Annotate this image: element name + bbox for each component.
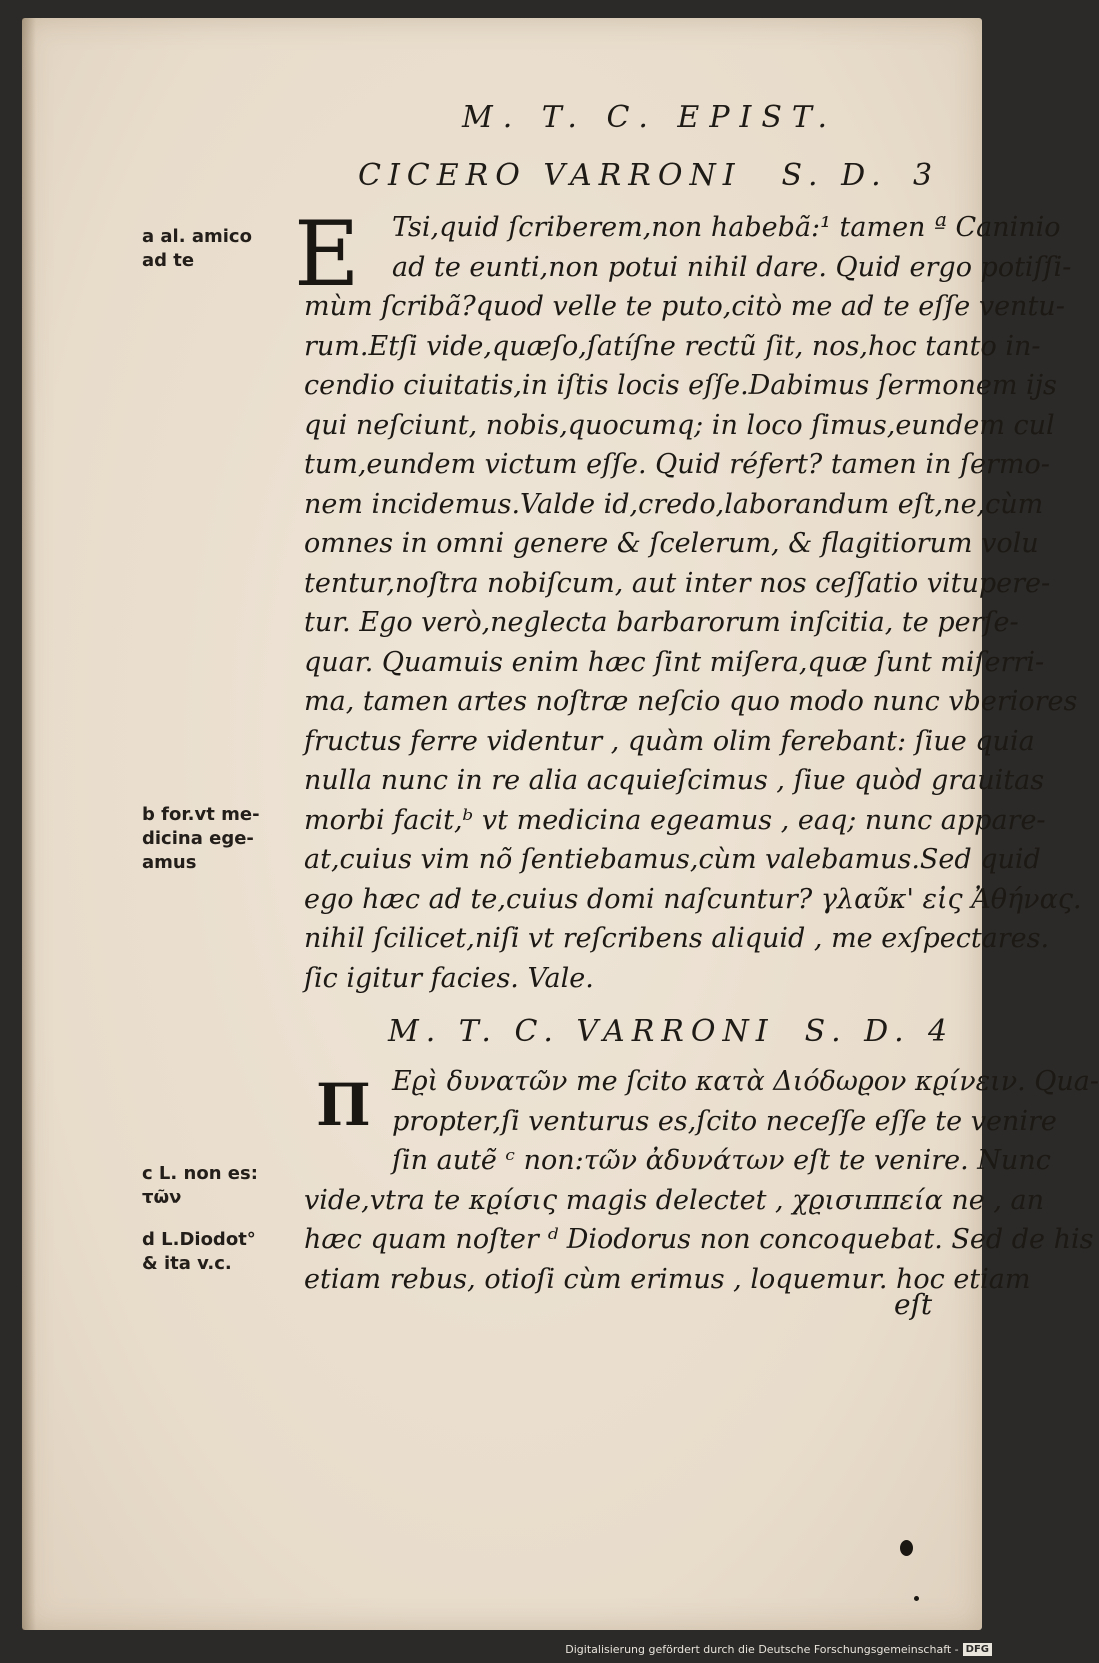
letter-heading-1-names: CICERO VARRONI — [358, 158, 742, 193]
digitization-footer — [565, 1643, 992, 1656]
text-line: nulla nunc in re alia acquieſcimus , ſiue quòd grauitas — [304, 765, 1045, 796]
margin-note-b — [142, 803, 302, 875]
margin-note-line: & ita v.c. — [142, 1253, 232, 1274]
margin-note-c — [142, 1162, 302, 1210]
letter-heading-2 — [388, 1014, 948, 1049]
catchword: eſt — [894, 1288, 933, 1321]
text-line: nem incidemus.Valde id,credo,laborandum eſt,ne,cùm — [304, 488, 1044, 520]
text-line: quar. Quamuis enim hæc ſint miſera,quæ ſunt miſerri- — [304, 646, 1045, 678]
text-line: tur. Ego verò,neglecta barbarorum inſcitia, te perſe- — [304, 607, 1019, 638]
margin-note-line: τῶν — [142, 1187, 182, 1208]
text-line: Εϱὶ δυνατῶν me ſcito κατὰ Διόδωϱον κϱίνειν. Qua- — [392, 1066, 1099, 1097]
text-line: propter,ſi venturus es,ſcito neceſſe eſſe te venire — [392, 1105, 1057, 1137]
book-page — [22, 18, 1099, 1630]
drop-cap-2: Π — [316, 1071, 371, 1139]
text-line: fructus ferre videntur , quàm olim ferebant: ſiue quia — [304, 725, 1035, 757]
letter-1-body — [304, 208, 1082, 998]
margin-note-line: a al. amico — [142, 226, 252, 247]
text-line: mùm ſcribã?quod velle te puto,citò me ad te eſſe ventu- — [304, 291, 1065, 322]
margin-note-line: d L.Diodot° — [142, 1229, 256, 1250]
text-line: morbi facit,ᵇ vt medicina egeamus , eaq; nunc appare- — [304, 804, 1046, 836]
margin-note-line: c L. non es: — [142, 1163, 258, 1184]
letter-2-body — [304, 1062, 1099, 1299]
letter-heading-1-sd: S. D. — [781, 158, 888, 193]
text-line: tentur,noſtra nobiſcum, aut inter nos ceſſatio vitupere- — [304, 567, 1051, 599]
text-line: ad te eunti,non potui nihil dare. Quid ergo potiſſi- — [392, 251, 1072, 283]
text-line: ſic igitur facies. Vale. — [304, 962, 594, 994]
dfg-logo: DFG — [963, 1643, 992, 1656]
margin-note-d — [142, 1228, 302, 1276]
text-line: Tsi,quid ſcriberem,non habebã:¹ tamen ª Caninio — [392, 212, 1061, 243]
text-line: vide,vtra te κϱίσις magis delectet , χϱισιππεία ne , an — [304, 1184, 1045, 1216]
drop-cap-1: E — [294, 202, 360, 307]
text-line: cendio ciuitatis,in iſtis locis eſſe.Dabimus ſermonem ijs — [304, 370, 1057, 401]
text-line: ego hæc ad te,cuius domi naſcuntur? γλαῦκ' εἰς Ἀθήνας. — [304, 883, 1082, 915]
ink-dot — [914, 1596, 919, 1601]
text-line: tum,eundem victum eſſe. Quid réfert? tamen in ſermo- — [304, 449, 1050, 480]
text-line: ma, tamen artes noſtræ neſcio quo modo nunc vberiores — [304, 686, 1078, 717]
letter-number-2: 4 — [928, 1014, 948, 1049]
margin-note-line: ad te — [142, 250, 195, 271]
letter-number-1: 3 — [913, 158, 933, 193]
letter-heading-1 — [358, 158, 933, 193]
letter-heading-2-names: M. T. C. VARRONI — [388, 1014, 775, 1049]
letter-heading-2-sd: S. D. — [804, 1014, 911, 1049]
text-line: omnes in omni genere & ſcelerum, & flagitiorum volu — [304, 528, 1039, 559]
ink-blot — [900, 1540, 913, 1556]
text-line: at,cuius vim nõ ſentiebamus,cùm valebamus.Sed quid — [304, 844, 1041, 875]
running-head: M. T. C. EPIST. — [462, 100, 838, 135]
text-line: etiam rebus, otioſi cùm erimus , loquemur. hoc etiam — [304, 1263, 1031, 1295]
margin-note-line: amus — [142, 852, 197, 873]
text-line: nihil ſcilicet,niſi vt reſcribens aliquid , me exſpectares. — [304, 923, 1050, 954]
text-line: hæc quam noſter ᵈ Diodorus non concoquebat. Sed de his — [304, 1224, 1094, 1255]
margin-note-line: dicina ege- — [142, 828, 254, 849]
text-line: rum.Etſi vide,quæſo,ſatíſne rectũ ſit, nos,hoc tanto in- — [304, 330, 1041, 362]
margin-note-line: b for.vt me- — [142, 804, 260, 825]
text-line: ſin autẽ ᶜ non:τῶν ἀδυνάτων eſt te venire. Nunc — [392, 1145, 1051, 1176]
footer-credit: Digitalisierung gefördert durch die Deutsche Forschungsgemeinschaft - — [565, 1643, 959, 1656]
text-line: qui neſciunt, nobis,quocumq; in loco ſimus,eundem cul — [304, 409, 1055, 441]
margin-note-a — [142, 225, 302, 273]
page-gutter-shadow — [22, 18, 36, 1630]
